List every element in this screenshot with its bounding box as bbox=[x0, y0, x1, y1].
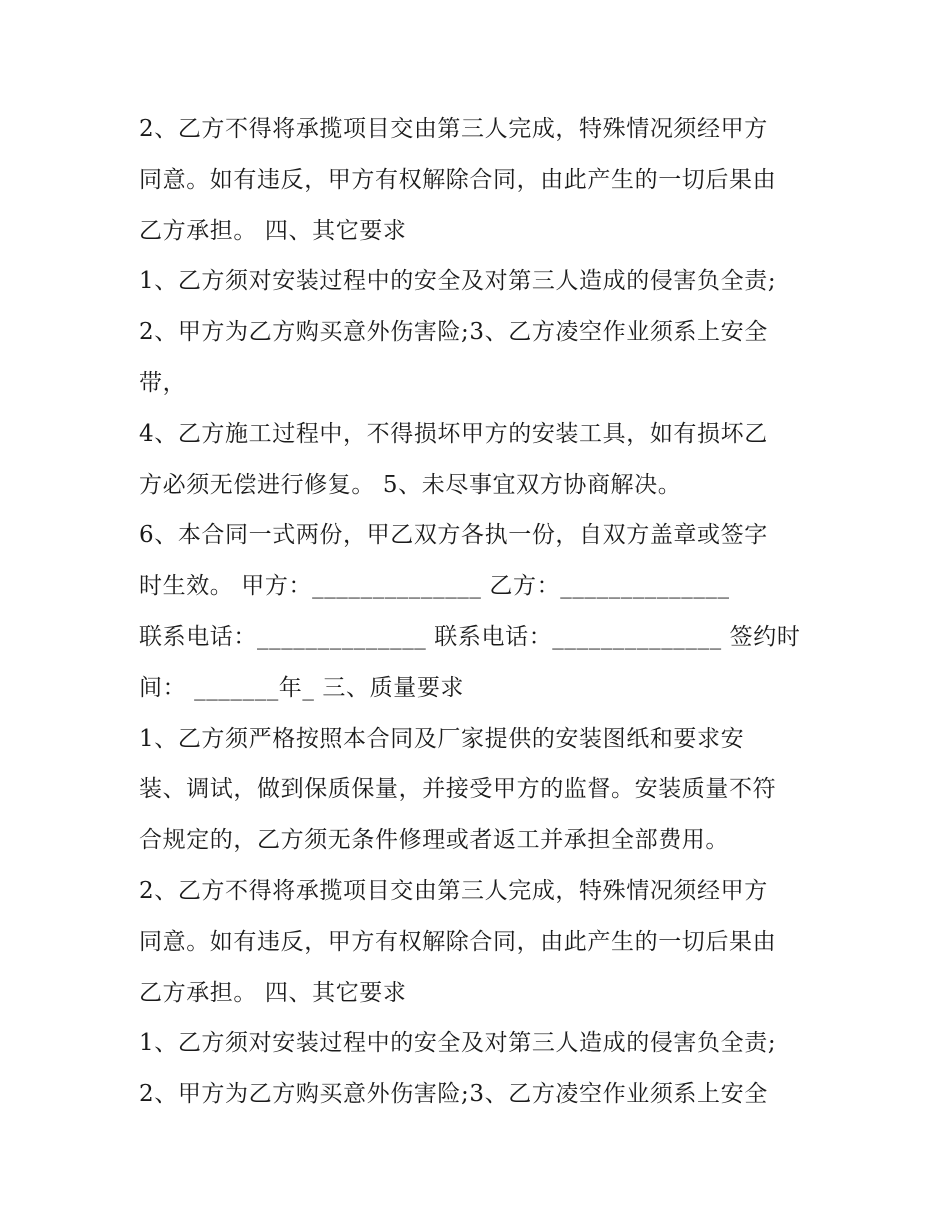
text-line: 装、调试，做到保质保量，并接受甲方的监督。安装质量不符 bbox=[139, 776, 777, 803]
text-line: 同意。如有违反，甲方有权解除合同，由此产生的一切后果由 bbox=[139, 166, 777, 193]
text-line: 乙方承担。 四、其它要求 bbox=[139, 217, 407, 244]
signature-line: 时生效。 甲方：______________ 乙方：______________ bbox=[139, 573, 730, 600]
text-line: 2、甲方为乙方购买意外伤害险;3、乙方凌空作业须系上安全 bbox=[139, 1081, 768, 1108]
text-line: 2、乙方不得将承揽项目交由第三人完成，特殊情况须经甲方 bbox=[139, 116, 768, 142]
text-line: 4、乙方施工过程中，不得损坏甲方的安装工具，如有损坏乙 bbox=[139, 420, 768, 447]
contact-line: 联系电话：______________ 联系电话：______________ 签约时 bbox=[139, 623, 801, 650]
text-line: 方必须无偿进行修复。 5、未尽事宜双方协商解决。 bbox=[139, 471, 682, 498]
text-line: 1、乙方须对安装过程中的安全及对第三人造成的侵害负全责; bbox=[139, 1030, 777, 1057]
text-line: 6、本合同一式两份，甲乙双方各执一份，自双方盖章或签字 bbox=[139, 522, 768, 549]
text-line: 同意。如有违反，甲方有权解除合同，由此产生的一切后果由 bbox=[139, 928, 777, 955]
text-line: 带， bbox=[139, 369, 187, 396]
document-body bbox=[139, 104, 829, 1120]
text-line: 合规定的，乙方须无条件修理或者返工并承担全部费用。 bbox=[139, 827, 729, 854]
date-line: 间： _______年_ 三、质量要求 bbox=[139, 674, 465, 701]
text-line: 2、甲方为乙方购买意外伤害险;3、乙方凌空作业须系上安全 bbox=[139, 319, 768, 346]
text-line: 2、乙方不得将承揽项目交由第三人完成，特殊情况须经甲方 bbox=[139, 877, 768, 904]
text-line: 1、乙方须严格按照本合同及厂家提供的安装图纸和要求安 bbox=[139, 725, 745, 752]
text-line: 乙方承担。 四、其它要求 bbox=[139, 979, 407, 1006]
text-line: 1、乙方须对安装过程中的安全及对第三人造成的侵害负全责; bbox=[139, 268, 777, 295]
